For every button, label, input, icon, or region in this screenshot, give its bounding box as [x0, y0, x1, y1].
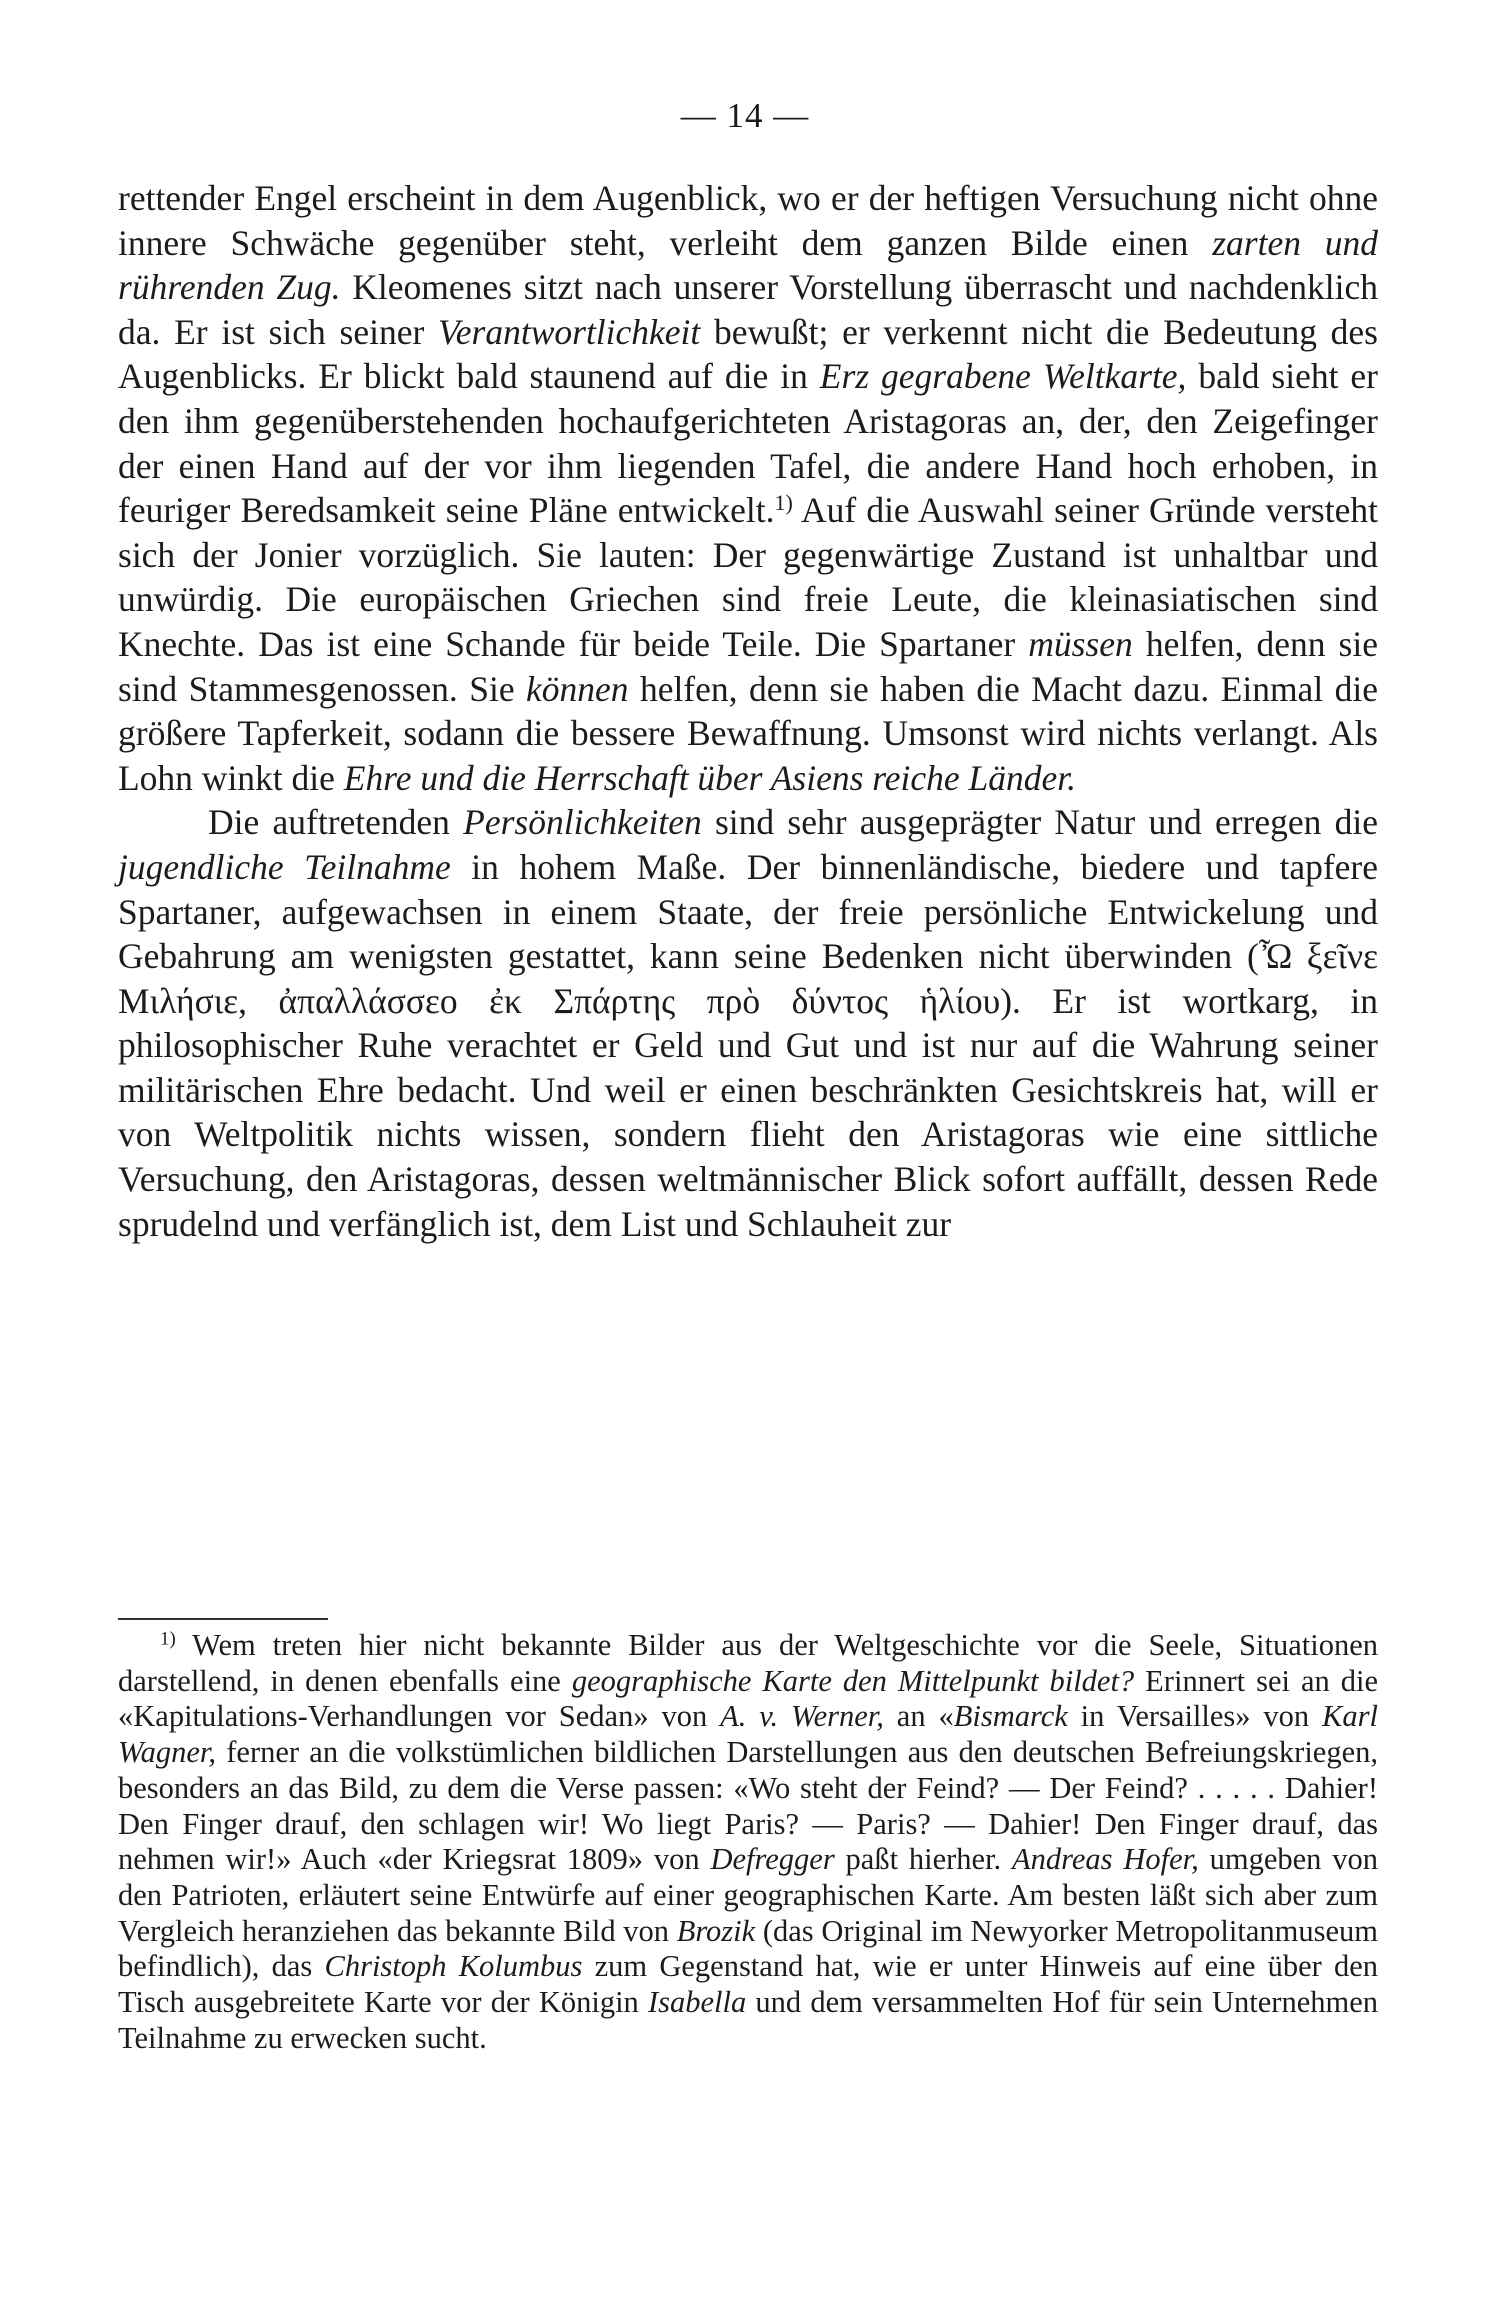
- emphasis-text: Karl Wagner,: [118, 1699, 1378, 1770]
- emphasis-text: Bismarck: [953, 1699, 1068, 1734]
- text-run: in hohem Maße. Der binnenländische, biedere und tapfere Spartaner, aufgewachsen in einem Staate, der freie persönliche Entwickelung und Gebahrung am wenigsten gestattet, kann seine Bedenken nicht überwinden (Ὦ ξεῖνε Μιλήσιε, ἀπαλλάσσεο ἐκ Σπάρτης πρὸ δύντος ἡλίου). Er ist wortkarg, in philosophischer Ruhe verachtet er Geld und Gut und ist nur auf die Wahrung seiner militärischen Ehre bedacht. Und weil er einen beschränkten Gesichtskreis hat, will er von Weltpolitik nichts wissen, sondern flieht den Aristagoras wie eine sittliche Versuchung, den Aristagoras, dessen weltmännischer Blick sofort auffällt, dessen Rede sprudelnd und verfänglich ist, dem List und Schlauheit zur: [118, 846, 1378, 1244]
- emphasis-text: Andreas Hofer,: [1012, 1842, 1199, 1877]
- emphasis-text: können: [526, 668, 629, 709]
- emphasis-text: Persönlichkeiten: [463, 802, 702, 843]
- text-run: bewußt; er verkennt nicht die Bedeutung des Augenblicks. Er blickt bald staunend auf die in: [118, 311, 1378, 397]
- paragraph-2: [118, 800, 1378, 1246]
- paragraph-1: [118, 176, 1378, 800]
- text-run: helfen, denn sie haben die Macht dazu. Einmal die größere Tapferkeit, sodann die bessere Bewaffnung. Umsonst wird nichts verlangt. Als Lohn winkt die: [118, 668, 1378, 798]
- footnote-marker: 1): [160, 1628, 176, 1650]
- text-run: Kleomenes sitzt nach unserer Vorstellung überrascht und nachdenklich da. Er ist sich seiner: [118, 267, 1378, 352]
- text-run: helfen, denn sie sind Stammesgenossen. Sie: [118, 623, 1378, 709]
- text-run: paßt hierher.: [834, 1842, 1013, 1877]
- emphasis-text: A. v. Werner,: [720, 1699, 884, 1734]
- footnote-marker: 1): [774, 490, 793, 516]
- emphasis-text: Isabella: [647, 1985, 747, 2020]
- emphasis-text: müssen: [1028, 623, 1133, 664]
- footnotes: [118, 1628, 1378, 2056]
- emphasis-text: Ehre und die Herrschaft über Asiens reiche Länder.: [343, 757, 1077, 798]
- page-number: — 14 —: [680, 96, 810, 135]
- body-text: [118, 176, 1378, 1246]
- text-run: zum Gegenstand hat, wie er unter Hinweis auf eine über den Tisch ausgebreitete Karte vor der Königin: [118, 1949, 1378, 2020]
- text-run: und dem versammelten Hof für sein Unternehmen Teilnahme zu erwecken sucht.: [118, 1985, 1378, 2055]
- text-run: (das Original im Newyorker Metropolitanmuseum befindlich), das: [118, 1913, 1378, 1984]
- text-run: sind sehr ausgeprägter Natur und erregen die: [701, 802, 1378, 843]
- text-run: an «: [883, 1699, 954, 1734]
- emphasis-text: Defregger: [710, 1842, 835, 1877]
- emphasis-text: Brozik: [676, 1913, 756, 1948]
- footnote-1: [118, 1628, 1378, 2056]
- emphasis-text: Verantwortlichkeit: [438, 311, 701, 352]
- emphasis-text: Erz gegrabene Weltkarte,: [819, 356, 1187, 397]
- emphasis-text: Christoph Kolumbus: [324, 1949, 583, 1984]
- text-run: in Versailles» von: [1067, 1699, 1323, 1734]
- footnote-divider: [118, 1618, 328, 1620]
- emphasis-text: jugendliche Teilnahme: [118, 846, 451, 887]
- text-run: umgeben von den Patrioten, erläutert seine Entwürfe auf einer geographischen Karte. Am besten läßt sich aber zum Vergleich heranziehen das bekannte Bild von: [118, 1842, 1378, 1948]
- emphasis-text: zarten und rührenden Zug.: [118, 222, 1378, 308]
- emphasis-text: geographische Karte den Mittelpunkt bildet?: [571, 1663, 1135, 1698]
- text-run: Wem treten hier nicht bekannte Bilder aus der Weltgeschichte vor die Seele, Situationen darstellend, in denen ebenfalls eine: [118, 1628, 1378, 1698]
- text-run: ferner an die volkstümlichen bildlichen Darstellungen aus den deutschen Befreiungskriegen, besonders an das Bild, zu dem die Verse passen: «Wo steht der Feind? — Der Feind? . . . . . Dahier! Den Finger drauf, den schlagen wir! Wo liegt Paris? — Paris? — Dahier! Den Finger drauf, das nehmen wir!» Auch «der Kriegsrat 1809» von: [118, 1735, 1378, 1877]
- text-run: Die auftretenden: [208, 802, 464, 843]
- text-run: rettender Engel erscheint in dem Augenblick, wo er der heftigen Versuchung nicht ohne innere Schwäche gegenüber steht, verleiht dem ganzen Bilde einen: [118, 178, 1378, 263]
- text-run: Erinnert sei an die «Kapitulations-Verhandlungen vor Sedan» von: [118, 1663, 1379, 1734]
- text-run: Auf die Auswahl seiner Gründe versteht sich der Jonier vorzüglich. Sie lauten: Der gegenwärtige Zustand ist unhaltbar und unwürdig. Die europäischen Griechen sind freie Leute, die kleinasiatischen sind Knechte. Das ist eine Schande für beide Teile. Die Spartaner: [118, 490, 1378, 664]
- text-run: bald sieht er den ihm gegenüberstehenden hochaufgerichteten Aristagoras an, der, den Zeigefinger der einen Hand auf der vor ihm liegenden Tafel, die andere Hand hoch erhoben, in feuriger Beredsamkeit seine Pläne entwickelt.: [118, 356, 1378, 531]
